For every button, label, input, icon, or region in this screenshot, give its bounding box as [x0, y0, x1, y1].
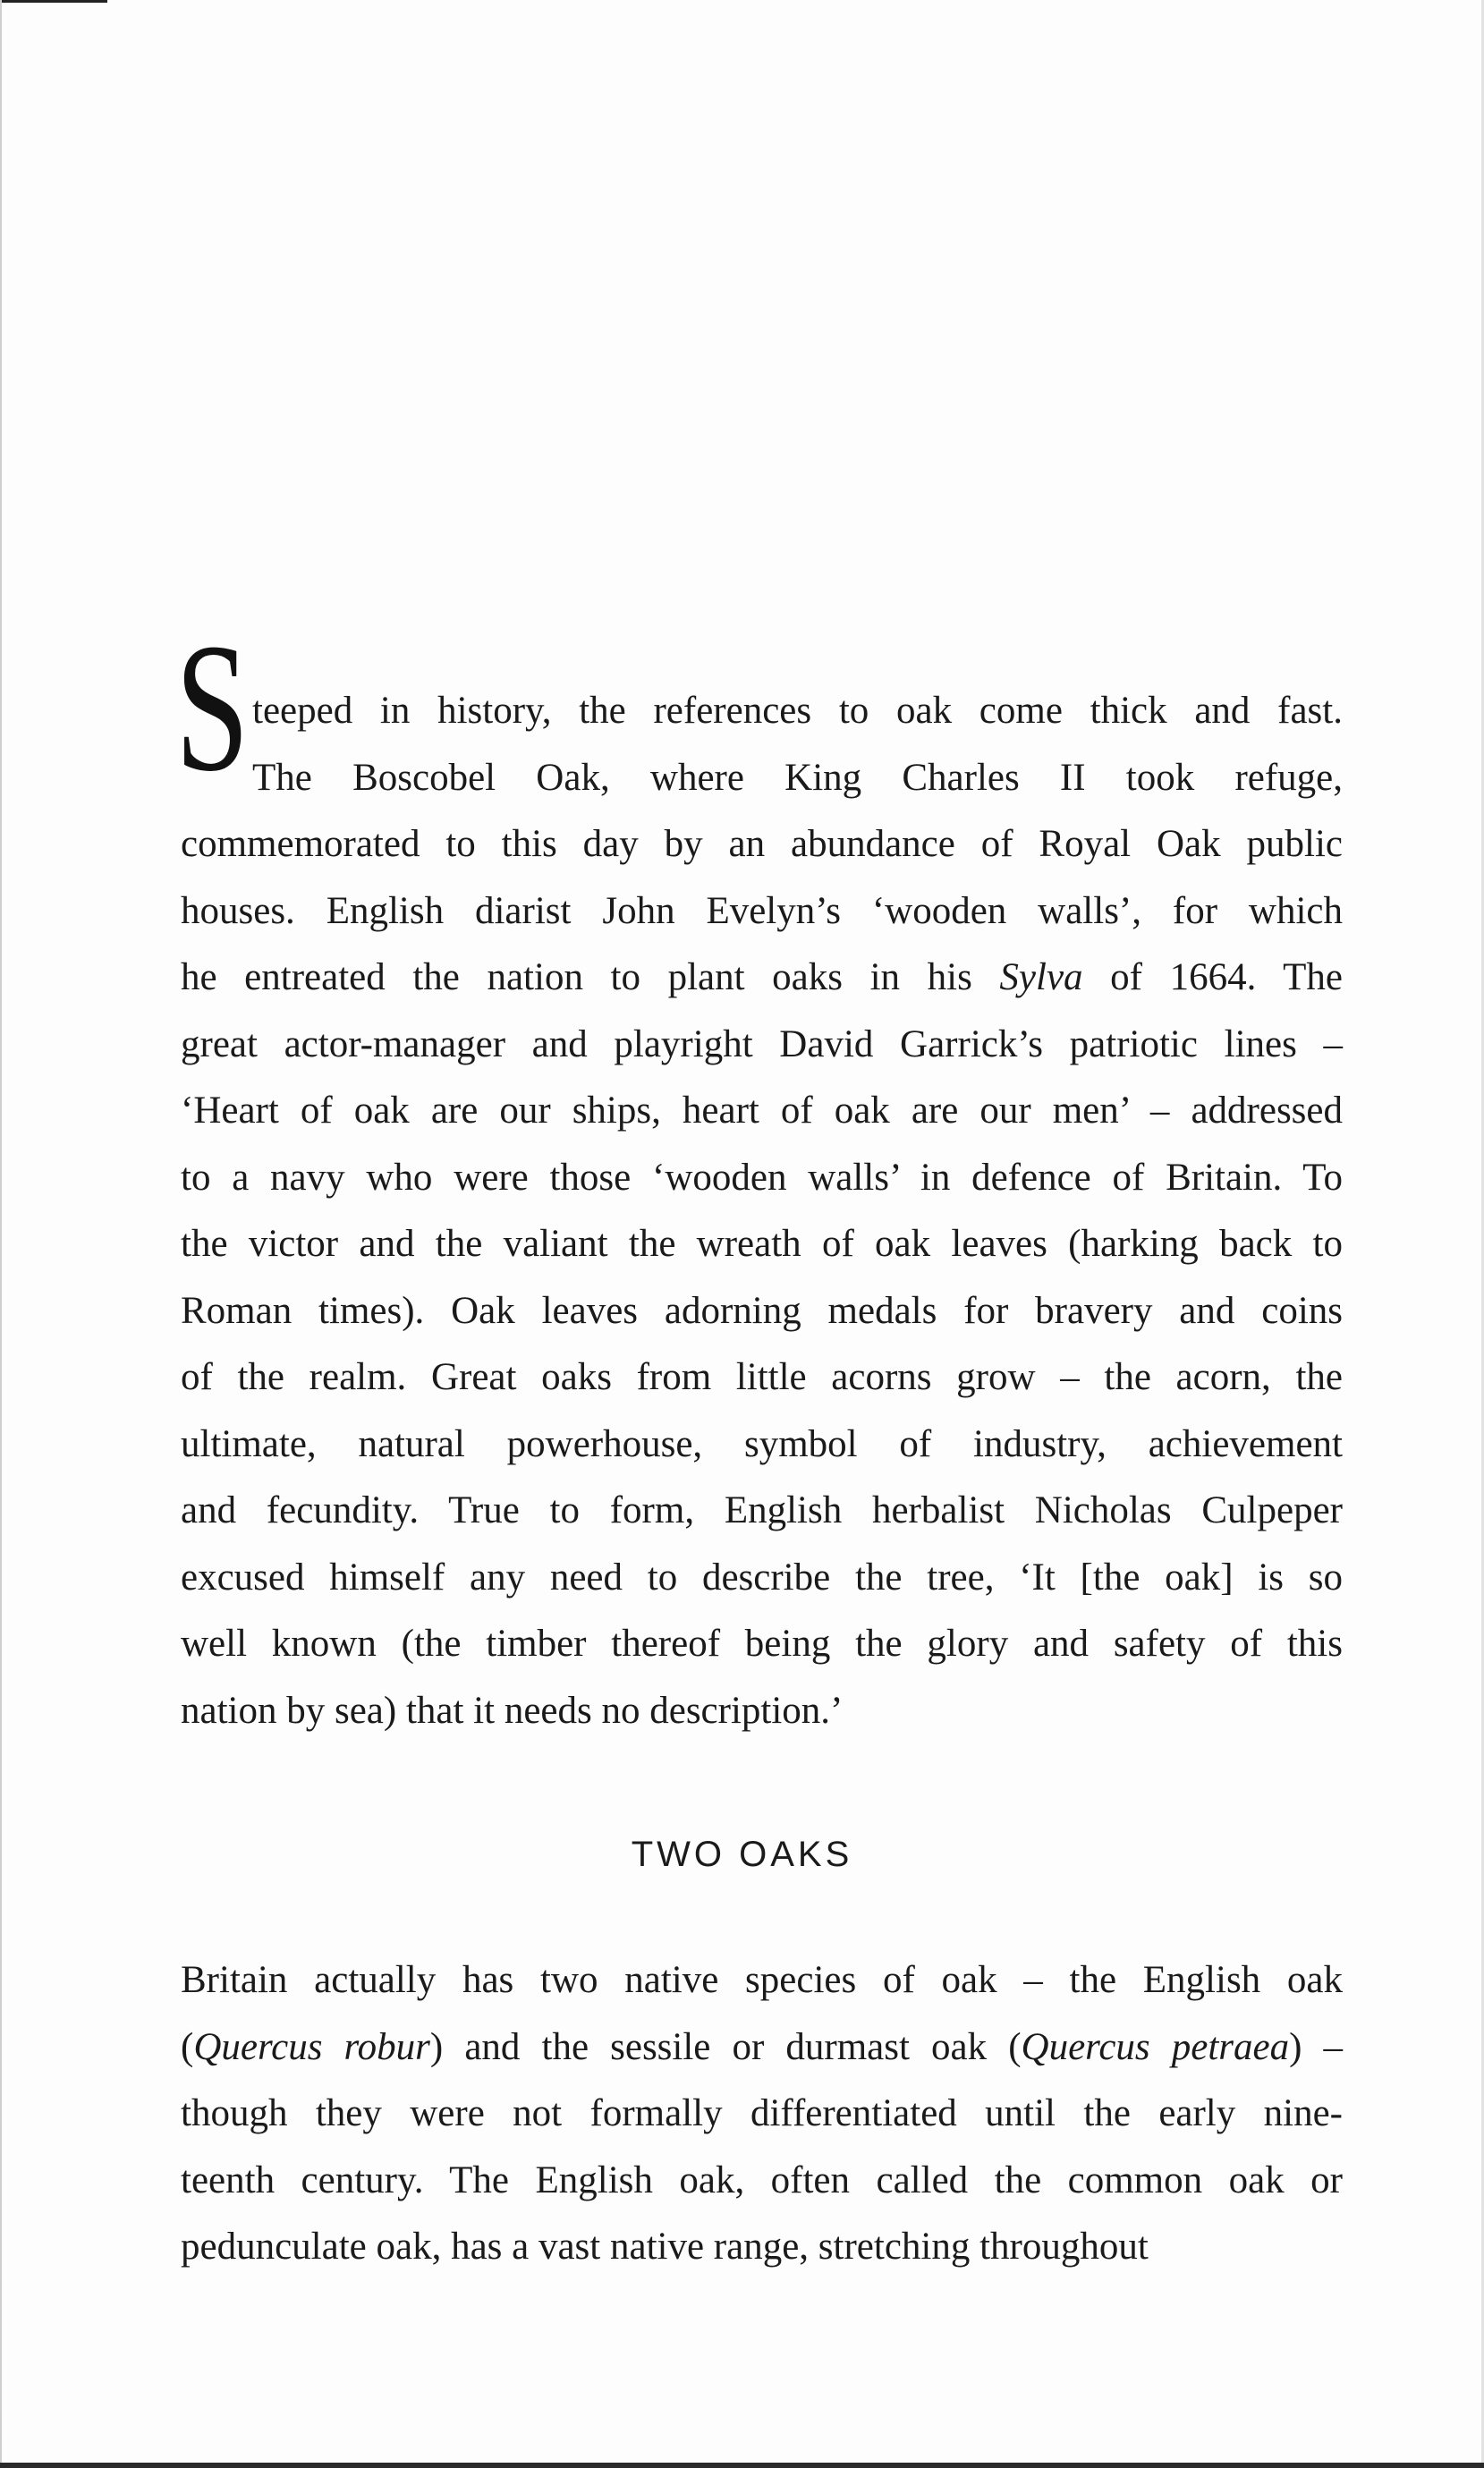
text-segment: Britain actually has two native species of oak – the English oak — [181, 1959, 1343, 2001]
text-segment: excused himself any need to describe the tree, ‘It [the oak] is so — [181, 1556, 1343, 1599]
text-segment: of the realm. Great oaks from little acorns grow – the acorn, the — [181, 1356, 1343, 1398]
text-line — [181, 1278, 1343, 1344]
text-segment: the victor and the valiant the wreath of oak leaves (harking back to — [181, 1223, 1343, 1265]
text-line — [181, 878, 1343, 945]
section-heading: TWO OAKS — [631, 1835, 853, 1874]
text-segment: ( — [181, 2025, 194, 2068]
text-segment: ) and the sessile or durmast oak ( — [429, 2025, 1022, 2068]
text-line — [181, 1478, 1343, 1544]
text-segment: teenth century. The English oak, often called the common oak or — [181, 2158, 1343, 2201]
text-segment: to a navy who were those ‘wooden walls’ in defence of Britain. To — [181, 1156, 1343, 1199]
text-line — [181, 1545, 1343, 1611]
text-line — [181, 1611, 1343, 1677]
text-line — [181, 2214, 1343, 2280]
text-segment: great actor-manager and playright David Garrick’s patriotic lines – — [181, 1022, 1343, 1065]
text-line — [181, 1012, 1343, 1078]
text-line — [181, 2014, 1343, 2081]
text-segment: Roman times). Oak leaves adorning medals for bravery and coins — [181, 1289, 1343, 1332]
text-segment: houses. English diarist John Evelyn’s ‘wooden walls’, for which — [181, 889, 1343, 932]
text-line — [252, 678, 1343, 744]
text-segment: ‘Heart of oak are our ships, heart of oak are our men’ – addressed — [181, 1090, 1343, 1132]
text-line — [181, 945, 1343, 1011]
text-line — [181, 1412, 1343, 1478]
text-segment: nation by sea) that it needs no description.’ — [181, 1689, 844, 1732]
text-segment: ultimate, natural powerhouse, symbol of industry, achievement — [181, 1422, 1343, 1465]
text-segment: teeped in history, the references to oak come thick and fast. — [252, 690, 1343, 732]
scan-edge — [0, 0, 2, 2468]
text-line — [181, 1211, 1343, 1277]
text-segment: pedunculate oak, has a vast native range, stretching throughout — [181, 2226, 1149, 2268]
text-line — [252, 745, 1343, 811]
text-segment: and fecundity. True to form, English herbalist Nicholas Culpeper — [181, 1489, 1343, 1531]
text-line — [181, 1678, 1343, 1744]
scan-edge — [0, 2463, 1484, 2468]
text-segment: ) – — [1289, 2025, 1344, 2068]
italic-text: Sylva — [999, 956, 1083, 998]
text-line — [181, 811, 1343, 878]
text-segment: he entreated the nation to plant oaks in his — [181, 956, 1000, 998]
text-segment: well known (the timber thereof being the glory and safety of this — [181, 1623, 1343, 1665]
text-line — [181, 1344, 1343, 1411]
text-line — [181, 2148, 1343, 2214]
text-line — [181, 1145, 1343, 1211]
text-line — [181, 2081, 1343, 2147]
drop-cap: S — [175, 605, 250, 810]
text-line — [181, 1947, 1343, 2014]
text-segment: The Boscobel Oak, where King Charles II took refuge, — [252, 756, 1343, 799]
italic-text: Quercus petraea — [1021, 2025, 1290, 2068]
text-line — [181, 1078, 1343, 1144]
text-segment: of 1664. The — [1082, 956, 1343, 998]
text-segment: though they were not formally differentiated until the early nine- — [181, 2092, 1343, 2134]
text-segment: commemorated to this day by an abundance of Royal Oak public — [181, 823, 1343, 865]
scan-edge — [0, 0, 107, 3]
italic-text: Quercus robur — [193, 2025, 430, 2068]
